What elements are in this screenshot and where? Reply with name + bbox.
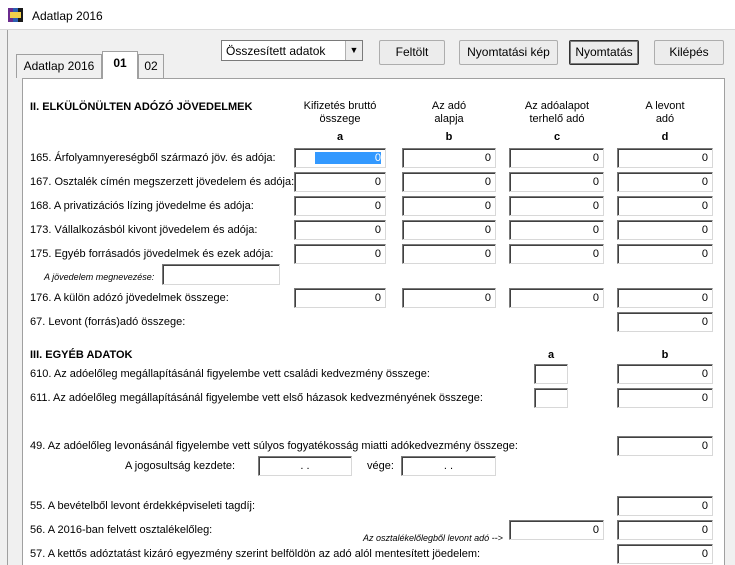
row-168-c-input[interactable]: 0 <box>509 196 604 216</box>
tab-adatlap-2016[interactable]: Adatlap 2016 <box>16 54 102 78</box>
exit-button[interactable]: Kilépés <box>654 40 724 65</box>
row-168-d-input[interactable]: 0 <box>617 196 713 216</box>
chevron-down-icon[interactable]: ▼ <box>345 41 362 60</box>
col-b-header: Az adó alapja <box>431 100 467 125</box>
row-56-label: 56. A 2016-ban felvett osztalékelőleg: <box>30 524 213 536</box>
section-3-title: III. EGYÉB ADATOK <box>30 349 133 361</box>
col-c-header: Az adóalapot terhelő adó <box>524 100 590 125</box>
row-175-label: 175. Egyéb forrásadós jövedelmek és ezek adója: <box>30 248 274 260</box>
section-2-title: II. ELKÜLÖNÜLTEN ADÓZÓ JÖVEDELMEK <box>30 101 253 113</box>
row-168-b-input[interactable]: 0 <box>402 196 496 216</box>
row-173-d-input[interactable]: 0 <box>617 220 713 240</box>
section-3-col-a: a <box>547 349 555 361</box>
row-167-b-input[interactable]: 0 <box>402 172 496 192</box>
income-name-input[interactable] <box>162 264 280 285</box>
tab-01[interactable]: 01 <box>102 51 138 79</box>
row-610-label: 610. Az adóelőleg megállapításánál figyelembe vett családi kedvezmény összege: <box>30 368 430 380</box>
row-67-input[interactable]: 0 <box>617 312 713 332</box>
col-a-letter: a <box>336 131 344 143</box>
row-57-label: 57. A kettős adóztatást kizáró egyezmény szerint belföldön az adó alól mentesített jöedelem: <box>30 548 481 560</box>
data-source-value: Összesített adatok <box>226 44 326 58</box>
row-165-d-input[interactable]: 0 <box>617 148 713 168</box>
row-168-label: 168. A privatizációs lízing jövedelme és adója: <box>30 200 254 212</box>
col-d-letter: d <box>661 131 669 143</box>
col-a-header: Kifizetés bruttó összege <box>303 100 377 125</box>
row-176-c-input[interactable]: 0 <box>509 288 604 308</box>
row-173-b-input[interactable]: 0 <box>402 220 496 240</box>
row-165-c-input[interactable]: 0 <box>509 148 604 168</box>
income-name-label: A jövedelem megnevezése: <box>44 272 155 282</box>
row-167-c-input[interactable]: 0 <box>509 172 604 192</box>
row-55-label: 55. A bevételből levont érdekképviseleti tagdíj: <box>30 500 256 512</box>
row-56-input[interactable]: 0 <box>617 520 713 540</box>
row-611-label: 611. Az adóelőleg megállapításánál figyelembe vett első házasok kedvezményének összege: <box>30 392 483 404</box>
row-611-a-input[interactable] <box>534 388 568 408</box>
row-167-label: 167. Osztalék címén megszerzett jövedelem és adója: <box>30 176 295 188</box>
row-49-input[interactable]: 0 <box>617 436 713 456</box>
print-button[interactable]: Nyomtatás <box>569 40 639 65</box>
row-173-c-input[interactable]: 0 <box>509 220 604 240</box>
upload-button[interactable]: Feltölt <box>379 40 445 65</box>
row-56-dividend-tax-input[interactable]: 0 <box>509 520 604 540</box>
row-165-b-input[interactable]: 0 <box>402 148 496 168</box>
row-175-c-input[interactable]: 0 <box>509 244 604 264</box>
row-49-label: 49. Az adóelőleg levonásánál figyelembe vett súlyos fogyatékosság miatti adókedvezmény összege: <box>30 440 518 452</box>
row-176-d-input[interactable]: 0 <box>617 288 713 308</box>
print-preview-button[interactable]: Nyomtatási kép <box>459 40 558 65</box>
row-173-label: 173. Vállalkozásból kivont jövedelem és adója: <box>30 224 258 236</box>
row-176-a-input[interactable]: 0 <box>294 288 386 308</box>
row-173-a-input[interactable]: 0 <box>294 220 386 240</box>
row-610-a-input[interactable] <box>534 364 568 384</box>
row-610-b-input[interactable]: 0 <box>617 364 713 384</box>
row-165-a-input[interactable]: 0 <box>294 148 386 168</box>
row-67-label: 67. Levont (forrás)adó összege: <box>30 316 186 328</box>
row-57-input[interactable]: 0 <box>617 544 713 564</box>
row-176-label: 176. A külön adózó jövedelmek összege: <box>30 292 229 304</box>
row-167-d-input[interactable]: 0 <box>617 172 713 192</box>
col-d-header: A levont adó <box>645 100 685 125</box>
row-165-label: 165. Árfolyamnyereségből származó jöv. és adója: <box>30 152 276 164</box>
entitlement-start-input[interactable]: . . <box>258 456 352 476</box>
section-3-col-b: b <box>661 349 669 361</box>
row-175-a-input[interactable]: 0 <box>294 244 386 264</box>
entitlement-end-input[interactable]: . . <box>401 456 496 476</box>
row-175-d-input[interactable]: 0 <box>617 244 713 264</box>
col-c-letter: c <box>553 131 561 143</box>
window-title: Adatlap 2016 <box>32 9 103 23</box>
col-b-letter: b <box>445 131 453 143</box>
row-168-a-input[interactable]: 0 <box>294 196 386 216</box>
entitlement-start-label: A jogosultság kezdete: <box>125 460 236 472</box>
row-55-input[interactable]: 0 <box>617 496 713 516</box>
entitlement-end-label: vége: <box>367 460 394 472</box>
row-175-b-input[interactable]: 0 <box>402 244 496 264</box>
row-167-a-input[interactable]: 0 <box>294 172 386 192</box>
row-611-b-input[interactable]: 0 <box>617 388 713 408</box>
tab-02[interactable]: 02 <box>138 54 164 78</box>
row-56-note: Az osztalékelőlegből levont adó --> <box>363 533 503 543</box>
row-176-b-input[interactable]: 0 <box>402 288 496 308</box>
